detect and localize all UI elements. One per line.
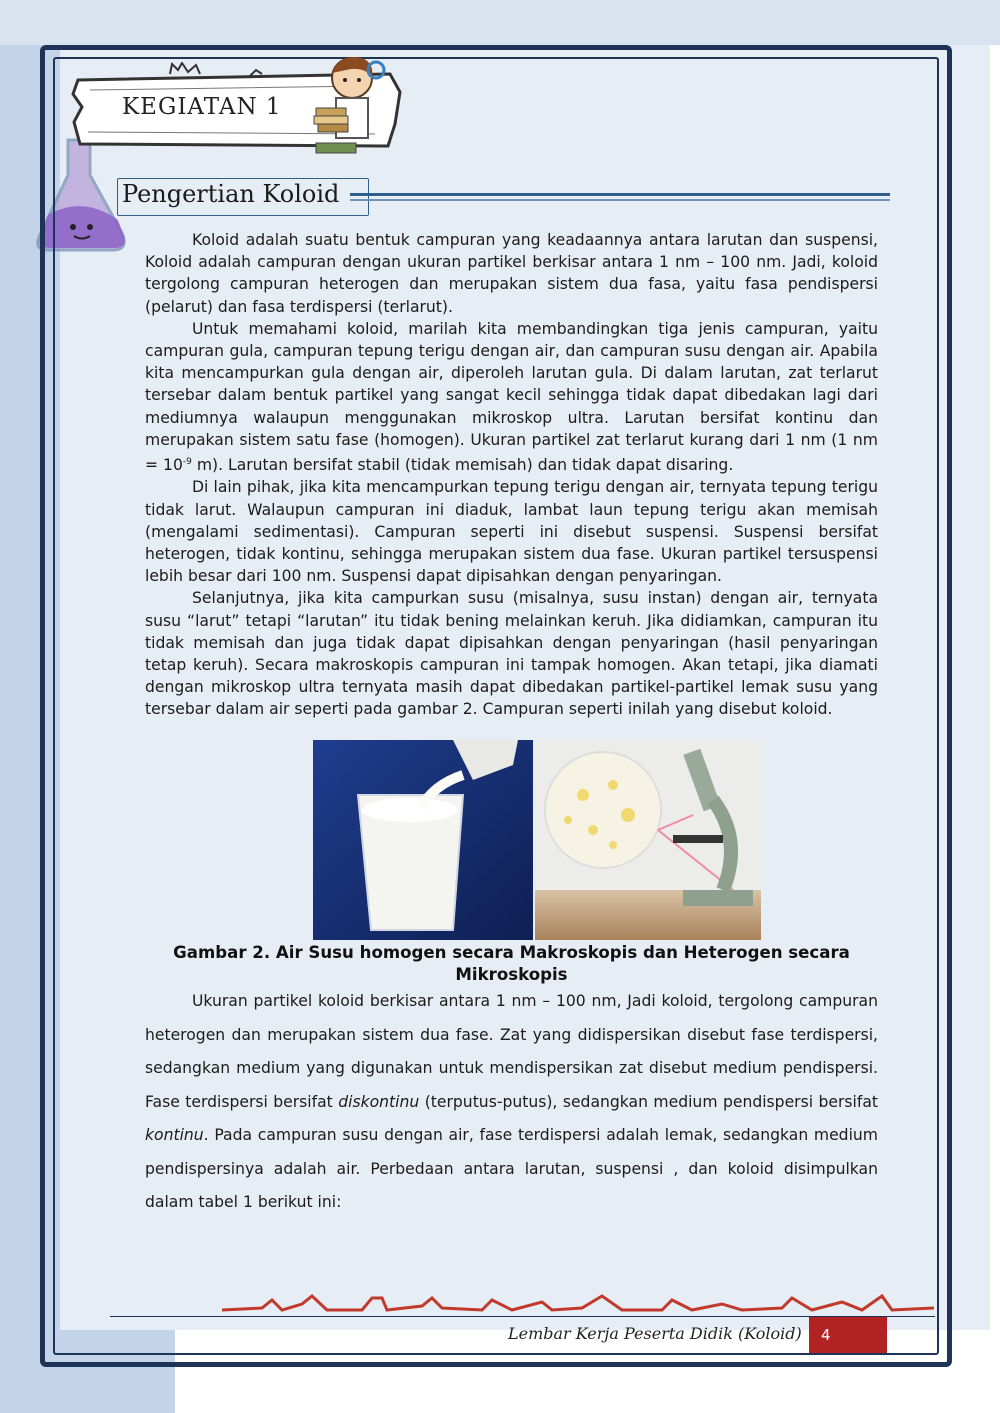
footer-title: Lembar Kerja Peserta Didik (Koloid): [508, 1324, 802, 1343]
figure-milk-microscope: [313, 740, 761, 940]
term-diskontinu: diskontinu: [338, 1092, 420, 1111]
activity-label: KEGIATAN 1: [122, 94, 282, 120]
paragraph-solution-text: Untuk memahami koloid, marilah kita membandingkan tiga jenis campuran, yaitu campuran gula, campuran tepung terigu dengan air, dan campuran susu dengan air. Apabila kita mencampurkan gula dengan air, diperoleh larutan gula. Di dalam larutan, zat terlarut tersebar dalam bentuk partikel yang sangat kecil sehingga tidak dapat dibedakan lagi dari mediumnya walaupun menggunakan mikroskop ultra. Larutan bersifat kontinu dan merupakan sistem satu fase (homogen). Ukuran partikel zat terlarut kurang dari 1 nm (1 nm = 10: [145, 319, 878, 475]
paragraph-text-mid: (terputus-putus), sedangkan medium pendispersi bersifat: [419, 1092, 879, 1111]
paragraph-text-end: . Pada campuran susu dengan air, fase terdispersi adalah lemak, sedangkan medium pendispersinya adalah air. Perbedaan antara larutan, suspensi , dan koloid disimpulkan dalam tabel 1 berikut ini:: [145, 1126, 878, 1211]
section-underline: [350, 193, 890, 196]
exponent: -9: [182, 457, 192, 468]
scientist-character-icon: [310, 48, 392, 158]
section-underline-thin: [350, 199, 890, 201]
paragraph-colloid: Selanjutnya, jika kita campurkan susu (misalnya, susu instan) dengan air, ternyata susu “larut” tetapi “larutan” itu tidak bening melainkan keruh. Jika didiamkan, campuran itu tidak memisah dan juga tidak dapat dipisahkan dengan penyaringan (hasil penyaringan tetap keruh). Secara makroskopis campuran ini tampak homogen. Akan tetapi, jika diamati dengan mikroskop ultra ternyata masih dapat dibedakan partikel-partikel lemak susu yang tersebar dalam air seperti pada gambar 2. Campuran seperti inilah yang disebut koloid.: [145, 589, 878, 719]
microscope-photo: [535, 740, 761, 940]
milk-glass-photo: [313, 740, 533, 940]
paragraph-suspension: Di lain pihak, jika kita mencampurkan tepung terigu dengan air, ternyata tepung terigu tidak larut. Walaupun campuran ini diaduk, lambat laun tepung terigu akan memisah (mengalami sedimentasi). Campuran seperti ini disebut suspensi. Suspensi bersifat heterogen, tidak kontinu, sehingga merupakan sistem dua fase. Ukuran partikel tersuspensi lebih besar dari 100 nm. Suspensi dapat dipisahkan dengan penyaringan.: [145, 478, 878, 586]
paragraph-text-start: Ukuran partikel koloid berkisar antara 1 nm – 100 nm, Jadi koloid, tergolong campuran heterogen dan merupakan sistem dua fase. Zat yang didispersikan disebut fase terdispersi, sedangkan medium yang digunakan untuk mendispersikan zat disebut medium pendispersi. Fase terdispersi bersifat: [145, 992, 878, 1111]
footer-skyline-decoration: [222, 1290, 934, 1314]
paragraph-solution: [145, 318, 878, 477]
page-number: 4: [809, 1317, 887, 1353]
section-title: Pengertian Koloid: [122, 180, 340, 208]
paragraph-particle-size: [145, 985, 878, 1220]
paragraph-definition: Koloid adalah suatu bentuk campuran yang keadaannya antara larutan dan suspensi, Koloid adalah campuran dengan ukuran partikel berkisar antara 1 nm – 100 nm. Jadi, koloid tergolong campuran heterogen dan merupakan sistem dua fasa, yaitu fasa pendispersi (pelarut) dan fasa terdispersi (terlarut).: [145, 231, 878, 316]
body-text-block: [145, 985, 878, 1220]
intro-text-block: [145, 229, 878, 721]
figure-caption: Gambar 2. Air Susu homogen secara Makroskopis dan Heterogen secara Mikroskopis: [173, 943, 850, 984]
paragraph-solution-end: m). Larutan bersifat stabil (tidak memisah) dan tidak dapat disaring.: [191, 456, 734, 475]
term-kontinu: kontinu: [145, 1126, 204, 1144]
background-top: [0, 0, 1000, 45]
